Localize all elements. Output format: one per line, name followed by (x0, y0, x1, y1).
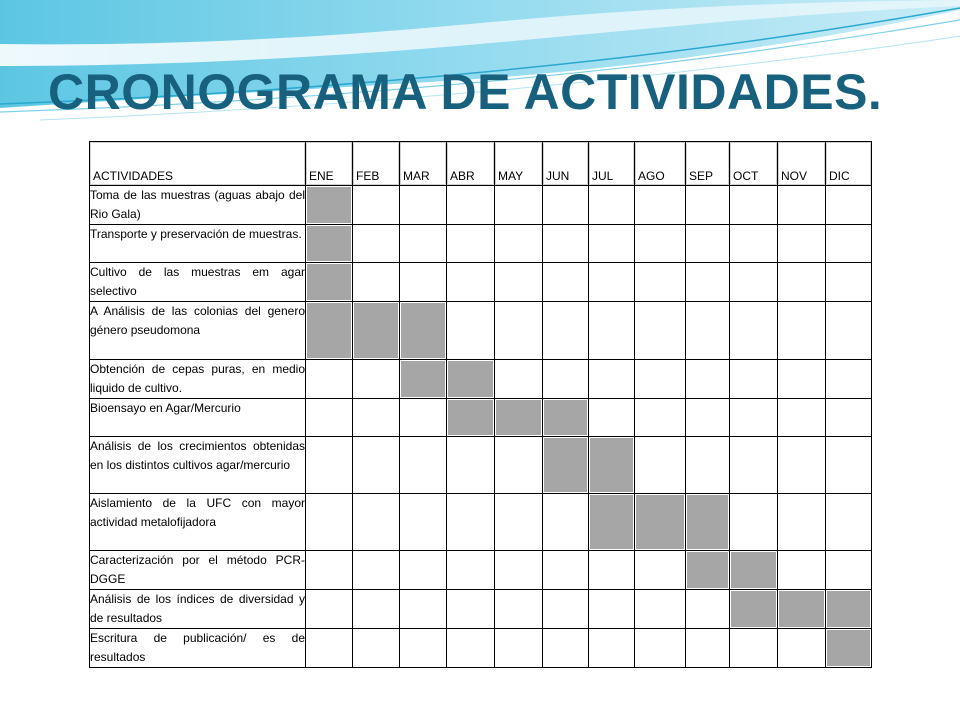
month-cell-empty (686, 360, 730, 399)
month-cell-empty (353, 399, 400, 437)
month-cell-empty (543, 263, 589, 302)
month-cell-empty (543, 225, 589, 263)
month-cell-empty (589, 551, 635, 590)
activity-cell: Bioensayo en Agar/Mercurio (90, 399, 306, 437)
month-cell-scheduled (778, 590, 826, 629)
month-cell-empty (730, 225, 778, 263)
activity-cell: A Análisis de las colonias del genero género pseudomona (90, 302, 306, 360)
table-row (90, 494, 872, 551)
header-month: AGO (635, 142, 686, 186)
month-cell-empty (400, 590, 447, 629)
page-title: CRONOGRAMA DE ACTIVIDADES. (48, 64, 883, 120)
month-cell-empty (353, 494, 400, 551)
month-cell-empty (730, 302, 778, 360)
month-cell-scheduled (730, 590, 778, 629)
month-cell-empty (589, 399, 635, 437)
month-cell-empty (778, 437, 826, 494)
month-cell-scheduled (495, 399, 543, 437)
header-month: FEB (353, 142, 400, 186)
activity-cell: Escritura de publicación/ es de resultados (90, 629, 306, 668)
month-cell-empty (778, 551, 826, 590)
month-cell-empty (778, 302, 826, 360)
month-cell-empty (543, 302, 589, 360)
header-activities: ACTIVIDADES (90, 142, 306, 186)
activity-cell: Análisis de los crecimientos obtenidas en los distintos cultivos agar/mercurio (90, 437, 306, 494)
month-cell-empty (635, 302, 686, 360)
month-cell-empty (686, 590, 730, 629)
month-cell-empty (306, 629, 353, 668)
month-cell-empty (306, 360, 353, 399)
month-cell-empty (635, 590, 686, 629)
month-cell-empty (495, 437, 543, 494)
month-cell-empty (447, 186, 495, 225)
month-cell-empty (778, 494, 826, 551)
month-cell-empty (447, 494, 495, 551)
month-cell-empty (686, 225, 730, 263)
month-cell-empty (826, 551, 872, 590)
month-cell-empty (589, 302, 635, 360)
header-month: NOV (778, 142, 826, 186)
month-cell-empty (686, 437, 730, 494)
month-cell-scheduled (306, 225, 353, 263)
month-cell-empty (353, 225, 400, 263)
header-month: JUL (589, 142, 635, 186)
month-cell-empty (826, 494, 872, 551)
month-cell-empty (495, 551, 543, 590)
month-cell-empty (495, 629, 543, 668)
month-cell-empty (635, 225, 686, 263)
month-cell-empty (826, 225, 872, 263)
month-cell-empty (826, 186, 872, 225)
month-cell-empty (635, 399, 686, 437)
month-cell-empty (495, 494, 543, 551)
month-cell-empty (730, 437, 778, 494)
table-row (90, 551, 872, 590)
month-cell-empty (589, 225, 635, 263)
month-cell-scheduled (826, 590, 872, 629)
month-cell-empty (306, 590, 353, 629)
month-cell-empty (447, 629, 495, 668)
activity-cell: Caracterización por el método PCR- DGGE (90, 551, 306, 590)
month-cell-scheduled (635, 494, 686, 551)
month-cell-empty (495, 302, 543, 360)
month-cell-empty (778, 263, 826, 302)
month-cell-empty (447, 437, 495, 494)
month-cell-scheduled (589, 437, 635, 494)
month-cell-empty (400, 437, 447, 494)
schedule-table (89, 141, 872, 668)
month-cell-empty (400, 629, 447, 668)
month-cell-empty (306, 494, 353, 551)
month-cell-empty (447, 263, 495, 302)
month-cell-empty (686, 302, 730, 360)
table-row (90, 360, 872, 399)
month-cell-empty (353, 590, 400, 629)
month-cell-empty (686, 186, 730, 225)
month-cell-empty (635, 360, 686, 399)
activity-cell: Toma de las muestras (aguas abajo del Rio Gala) (90, 186, 306, 225)
month-cell-empty (589, 186, 635, 225)
month-cell-scheduled (353, 302, 400, 360)
month-cell-empty (686, 629, 730, 668)
month-cell-empty (400, 225, 447, 263)
month-cell-empty (447, 225, 495, 263)
month-cell-empty (589, 629, 635, 668)
month-cell-empty (635, 551, 686, 590)
month-cell-scheduled (306, 263, 353, 302)
activity-cell: Análisis de los índices de diversidad y de resultados (90, 590, 306, 629)
table-row (90, 225, 872, 263)
month-cell-scheduled (686, 494, 730, 551)
month-cell-empty (635, 629, 686, 668)
month-cell-empty (495, 263, 543, 302)
header-month: JUN (543, 142, 589, 186)
month-cell-empty (635, 263, 686, 302)
month-cell-empty (306, 399, 353, 437)
month-cell-empty (826, 263, 872, 302)
month-cell-empty (826, 437, 872, 494)
month-cell-empty (353, 629, 400, 668)
table-row (90, 437, 872, 494)
month-cell-empty (543, 551, 589, 590)
month-cell-scheduled (686, 551, 730, 590)
month-cell-empty (447, 590, 495, 629)
table-row (90, 629, 872, 668)
month-cell-empty (778, 225, 826, 263)
activity-cell: Aislamiento de la UFC con mayor actividad metalofijadora (90, 494, 306, 551)
month-cell-empty (543, 590, 589, 629)
month-cell-scheduled (543, 437, 589, 494)
month-cell-empty (686, 263, 730, 302)
month-cell-scheduled (306, 186, 353, 225)
month-cell-empty (495, 186, 543, 225)
table-row (90, 399, 872, 437)
month-cell-empty (353, 551, 400, 590)
month-cell-scheduled (543, 399, 589, 437)
month-cell-empty (826, 399, 872, 437)
header-month: SEP (686, 142, 730, 186)
header-row (90, 142, 872, 186)
month-cell-scheduled (447, 399, 495, 437)
month-cell-empty (730, 494, 778, 551)
month-cell-empty (400, 551, 447, 590)
month-cell-empty (635, 437, 686, 494)
month-cell-empty (635, 186, 686, 225)
month-cell-empty (447, 551, 495, 590)
month-cell-empty (589, 590, 635, 629)
month-cell-empty (778, 399, 826, 437)
month-cell-scheduled (447, 360, 495, 399)
month-cell-scheduled (306, 302, 353, 360)
month-cell-empty (826, 360, 872, 399)
month-cell-empty (447, 302, 495, 360)
month-cell-empty (306, 437, 353, 494)
month-cell-empty (495, 225, 543, 263)
month-cell-empty (353, 186, 400, 225)
month-cell-empty (400, 186, 447, 225)
month-cell-empty (543, 629, 589, 668)
month-cell-empty (778, 186, 826, 225)
month-cell-scheduled (400, 360, 447, 399)
month-cell-empty (495, 360, 543, 399)
table-row (90, 590, 872, 629)
month-cell-empty (353, 360, 400, 399)
month-cell-empty (730, 629, 778, 668)
month-cell-empty (543, 494, 589, 551)
month-cell-empty (400, 494, 447, 551)
month-cell-empty (730, 360, 778, 399)
month-cell-scheduled (826, 629, 872, 668)
month-cell-empty (400, 399, 447, 437)
month-cell-empty (543, 360, 589, 399)
month-cell-scheduled (730, 551, 778, 590)
month-cell-empty (589, 263, 635, 302)
month-cell-empty (589, 360, 635, 399)
month-cell-scheduled (589, 494, 635, 551)
month-cell-empty (730, 399, 778, 437)
month-cell-empty (730, 263, 778, 302)
month-cell-empty (778, 629, 826, 668)
header-month: OCT (730, 142, 778, 186)
month-cell-empty (353, 263, 400, 302)
header-month: MAY (495, 142, 543, 186)
month-cell-empty (730, 186, 778, 225)
schedule-body (90, 186, 872, 668)
table-row (90, 263, 872, 302)
month-cell-scheduled (400, 302, 447, 360)
month-cell-empty (400, 263, 447, 302)
activity-cell: Obtención de cepas puras, en medio liquido de cultivo. (90, 360, 306, 399)
header-month: MAR (400, 142, 447, 186)
month-cell-empty (826, 302, 872, 360)
month-cell-empty (495, 590, 543, 629)
month-cell-empty (686, 399, 730, 437)
month-cell-empty (353, 437, 400, 494)
activity-cell: Transporte y preservación de muestras. (90, 225, 306, 263)
activity-cell: Cultivo de las muestras em agar selectivo (90, 263, 306, 302)
month-cell-empty (306, 551, 353, 590)
table-row (90, 186, 872, 225)
table-row (90, 302, 872, 360)
month-cell-empty (543, 186, 589, 225)
month-cell-empty (778, 360, 826, 399)
header-month: ENE (306, 142, 353, 186)
header-month: ABR (447, 142, 495, 186)
header-month: DIC (826, 142, 872, 186)
